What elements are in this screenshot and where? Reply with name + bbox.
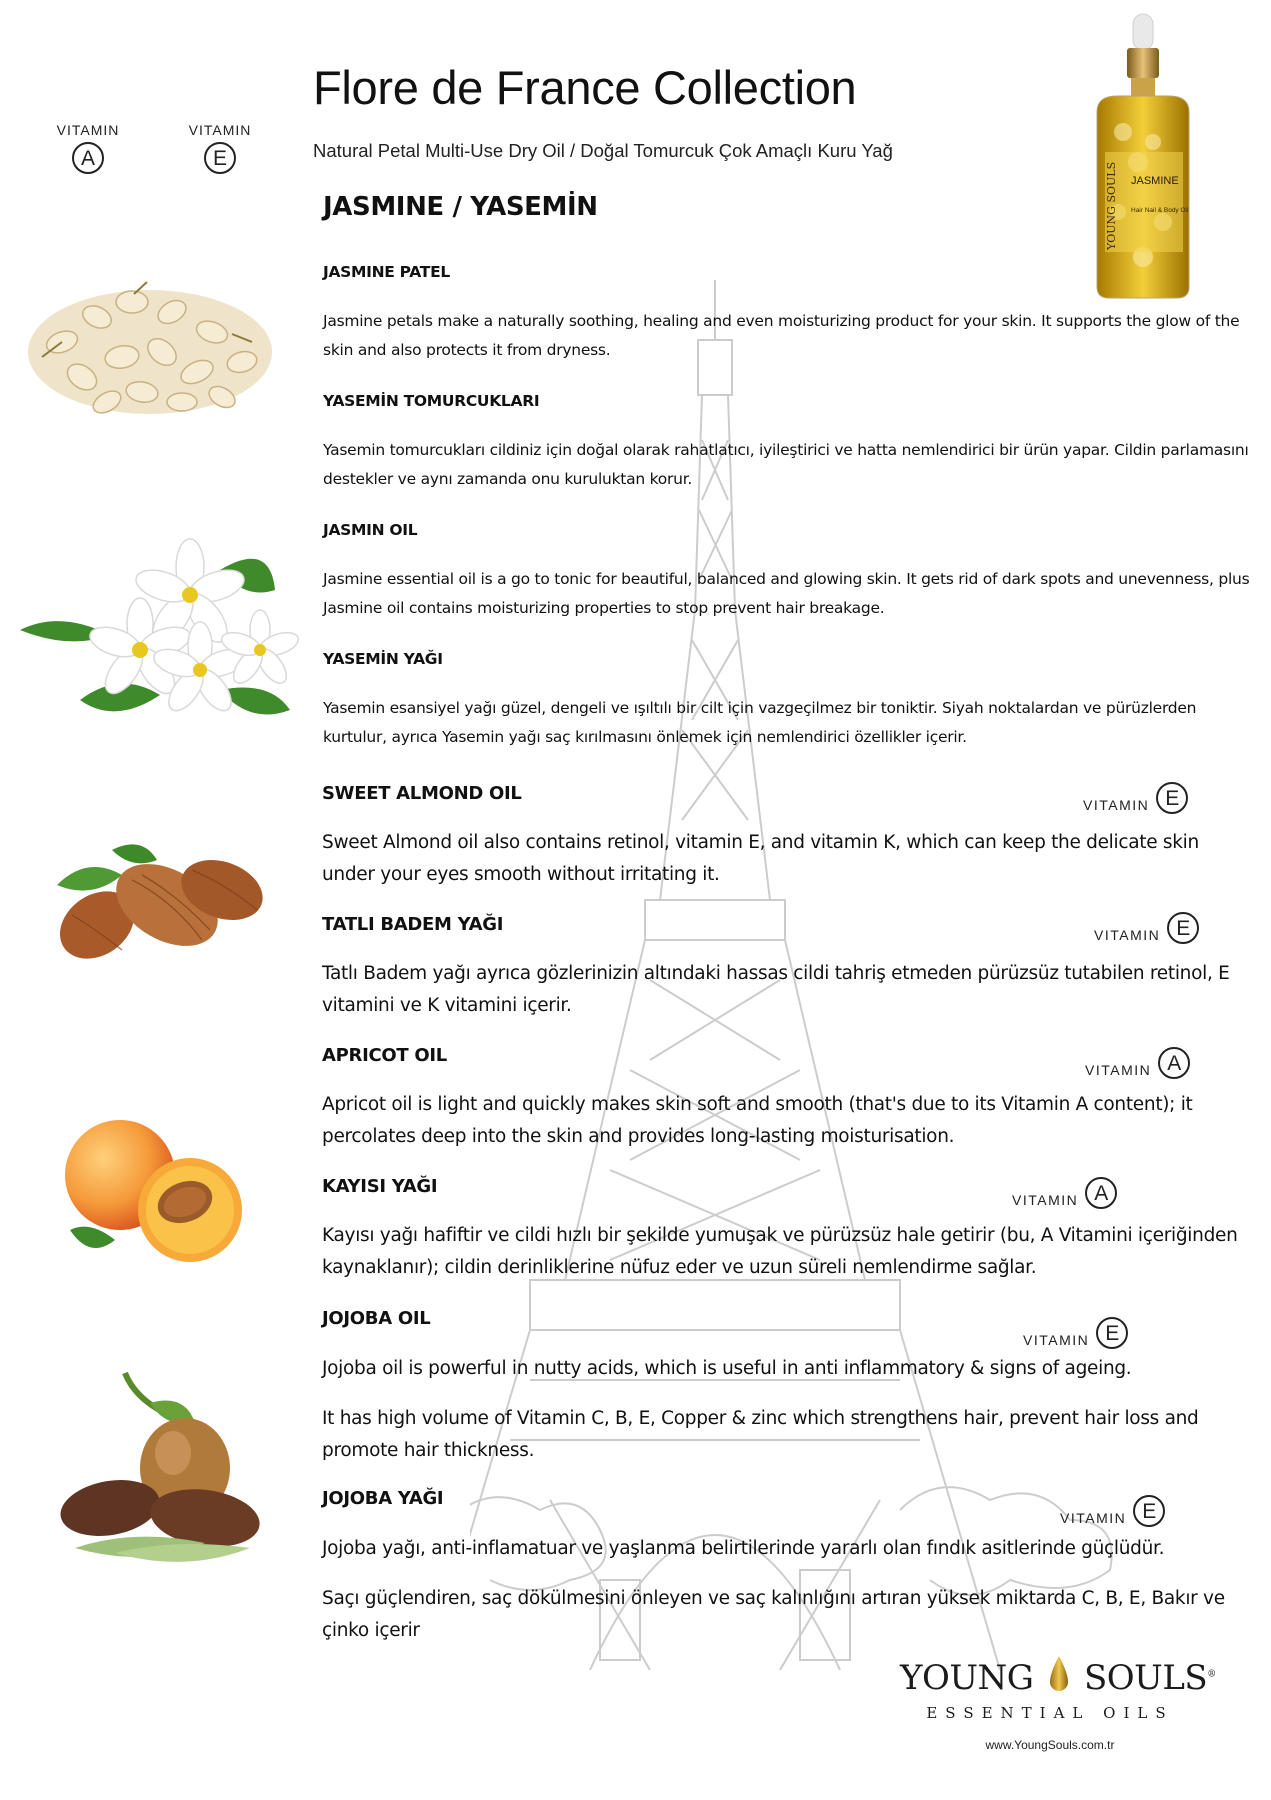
vitamin-a-badge [1012, 1177, 1117, 1209]
vitamin-label: VITAMIN [1023, 1332, 1090, 1348]
vitamin-e-badge [1094, 912, 1199, 944]
vitamin-e-badge [1023, 1317, 1128, 1349]
page-title: Flore de France Collection [313, 61, 857, 114]
sweet-almond-text: Sweet Almond oil also contains retinol, vitamin E, and vitamin K, which can keep the delicate skin under your eyes smooth without irritating it. [322, 832, 1199, 885]
jojoba-oil-text-2: It has high volume of Vitamin C, B, E, Copper & zinc which strengthens hair, prevent hair loss and promote hair thickness. [322, 1408, 1199, 1461]
brand-website: www.YoungSouls.com.tr [985, 1738, 1115, 1752]
kayisi-yagi-text: Kayısı yağı hafiftir ve cildi hızlı bir şekilde yumuşak ve pürüzsüz hale getirir (bu, A Vitamini içeriğinden kaynaklanır); cildin derinliklerine nüfuz eder ve uzun süreli nemlendirme sağlar. [322, 1225, 1238, 1278]
vitamin-e-icon: E [1133, 1495, 1165, 1527]
tatli-badem-text: Tatlı Badem yağı ayrıca gözlerinizin altındaki hassas cildi tahriş etmeden pürüzsüz tutabilen retinol, E vitamini ve K vitamini içerir. [322, 963, 1230, 1016]
vitamin-a-icon: A [1158, 1047, 1190, 1079]
jojoba-yagi-text-2: Saçı güçlendiren, saç dökülmesini önleyen ve saç kalınlığını artıran yüksek miktarda C, B, E, Bakır ve çinko içerir [322, 1588, 1225, 1641]
apricot-oil-text: Apricot oil is light and quickly makes skin soft and smooth (that's due to its Vitamin A content); it percolates deep into the skin and provides long-lasting moisturisation. [322, 1094, 1193, 1147]
jasmine-oil-bottle-image [1083, 12, 1203, 302]
jasmine-patel-heading: JASMINE PATEL [323, 263, 450, 281]
jojoba-yagi-heading: JOJOBA YAĞI [322, 1488, 444, 1509]
jasmin-oil-heading: JASMIN OIL [323, 521, 418, 539]
vitamin-e-badge [1060, 1495, 1165, 1527]
vitamin-a-icon: A [72, 142, 104, 174]
vitamin-e-badge [1083, 782, 1188, 814]
oil-drop-icon [1046, 1655, 1072, 1695]
kayisi-yagi-heading: KAYISI YAĞI [322, 1176, 438, 1197]
vitamin-a-badge [38, 122, 138, 174]
brand-logo [900, 1655, 1216, 1752]
vitamin-label: VITAMIN [1085, 1062, 1152, 1078]
jojoba-oil-heading: JOJOBA OIL [322, 1308, 431, 1329]
bottle-brand-text: YOUNG SOULS [1105, 161, 1118, 250]
brand-tagline: ESSENTIAL OILS [926, 1704, 1174, 1722]
jasmine-patel-text: Jasmine petals make a naturally soothing, healing and even moisturizing product for your skin. It supports the glow of the skin and also protects it from dryness. [323, 312, 1240, 359]
vitamin-label: VITAMIN [188, 122, 252, 138]
vitamin-a-icon: A [1085, 1177, 1117, 1209]
jasmine-section-title: JASMINE / YASEMİN [323, 192, 598, 222]
yasemin-tomurcuklari-heading: YASEMİN TOMURCUKLARI [323, 392, 540, 410]
bottle-type-text: Hair Nail & Body Oil [1131, 207, 1189, 214]
jasmine-flowers-image [20, 530, 305, 735]
brand-name-left: YOUNG [900, 1658, 1034, 1698]
jojoba-oil-text: Jojoba oil is powerful in nutty acids, which is useful in anti inflammatory & signs of ageing. [322, 1358, 1132, 1379]
vitamin-label: VITAMIN [1012, 1192, 1079, 1208]
apricots-image [60, 1110, 255, 1270]
jojoba-nuts-image [55, 1368, 270, 1568]
registered-mark-icon: ® [1207, 1669, 1216, 1680]
vitamin-label: VITAMIN [1083, 797, 1150, 813]
vitamin-e-badge [170, 122, 270, 174]
yasemin-tomurcuklari-text: Yasemin tomurcukları cildiniz için doğal olarak rahatlatıcı, iyileştirici ve hatta nemlendirici bir ürün yapar. Cildin parlamasını destekler ve aynı zamanda onu kuruluktan korur. [323, 441, 1249, 488]
apricot-oil-heading: APRICOT OIL [322, 1045, 447, 1066]
brand-name-right: SOULS [1084, 1658, 1208, 1698]
page-subtitle: Natural Petal Multi-Use Dry Oil / Doğal Tomurcuk Çok Amaçlı Kuru Yağ [313, 140, 893, 161]
vitamin-e-icon: E [204, 142, 236, 174]
vitamin-e-icon: E [1167, 912, 1199, 944]
vitamin-label: VITAMIN [1060, 1510, 1127, 1526]
vitamin-label: VITAMIN [1094, 927, 1161, 943]
vitamin-e-icon: E [1156, 782, 1188, 814]
jasmine-buds-image [22, 262, 277, 422]
vitamin-e-icon: E [1096, 1317, 1128, 1349]
vitamin-label: VITAMIN [56, 122, 120, 138]
yasemin-yagi-heading: YASEMİN YAĞI [323, 650, 443, 668]
vitamin-a-badge [1085, 1047, 1190, 1079]
jojoba-yagi-text: Jojoba yağı, anti-inflamatuar ve yaşlanma belirtilerinde yararlı olan fındık asitlerinde güçlüdür. [322, 1538, 1165, 1559]
yasemin-yagi-text: Yasemin esansiyel yağı güzel, dengeli ve ışıltılı bir cilt için vazgeçilmez bir toniktir. Siyah noktalardan ve pürüzlerden kurtulur, ayrıca Yasemin yağı saç kırılmasını önlemek için nemlendirici özellikler içerir. [323, 699, 1197, 746]
almonds-image [52, 840, 267, 970]
jasmin-oil-text: Jasmine essential oil is a go to tonic for beautiful, balanced and glowing skin. It gets rid of dark spots and unevenness, plus Jasmine oil contains moisturizing properties to stop prevent hair breakage. [323, 570, 1250, 617]
tatli-badem-heading: TATLI BADEM YAĞI [322, 914, 504, 935]
sweet-almond-heading: SWEET ALMOND OIL [322, 783, 522, 804]
bottle-name-text: JASMINE [1131, 175, 1179, 187]
